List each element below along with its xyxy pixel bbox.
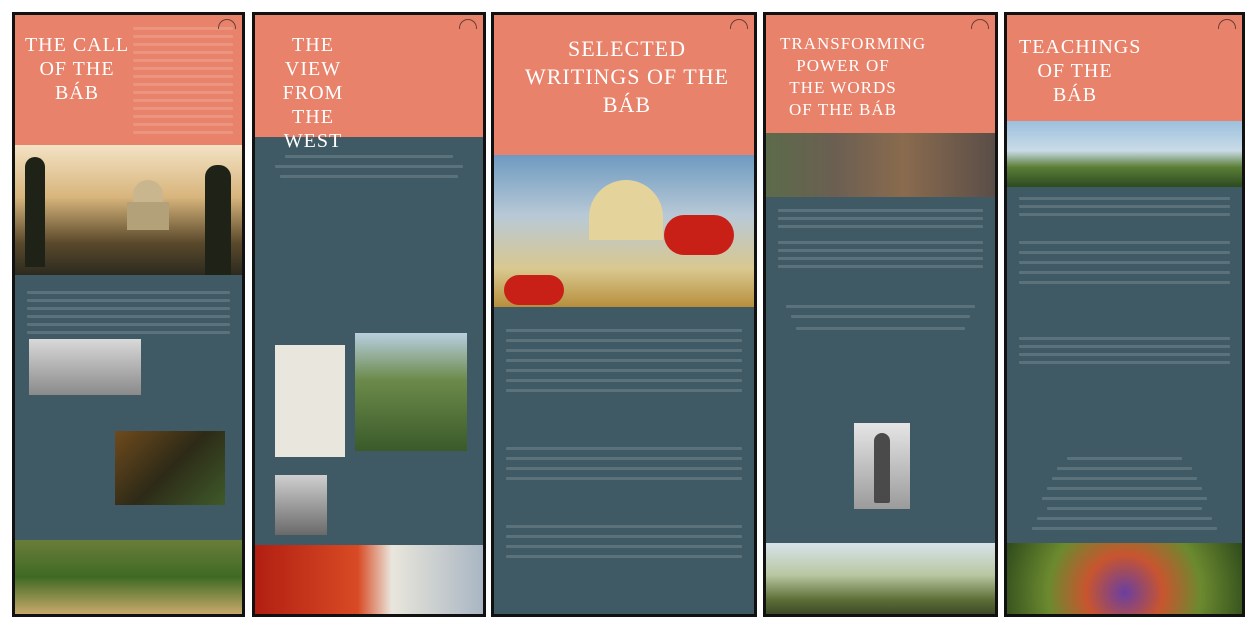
panel-header [15,15,242,145]
intro-text [133,27,233,139]
terraces-photo [355,333,467,451]
quote-block [766,297,995,347]
emblem-icon [1218,19,1236,29]
flowers-dome-photo [255,545,483,614]
portrait-photo [275,475,327,535]
panel-view-from-the-west [252,12,486,617]
room-photo [115,431,225,505]
panel-header [494,15,754,155]
quote-block [255,145,483,205]
shrine-sunset-photo [15,145,242,275]
shrine-gardens-photo [1007,121,1242,187]
panel-selected-writings [491,12,757,617]
statue-photo [854,423,910,509]
history-text [1007,333,1242,373]
panel-header [1007,15,1242,121]
history-text [15,283,242,343]
group-photo-collage [766,133,995,197]
shrine-palm-photo [766,543,995,614]
panel-title: SELECTED WRITINGS OF THE BÁB [524,36,730,117]
quote-block [1007,237,1242,307]
panel-title: TRANSFORMING POWER OF THE WORDS OF THE BÁB [780,34,927,119]
panel-title: TEACHINGS OF THE BÁB [1019,36,1142,106]
panel-header [766,15,995,133]
intro-text [1007,193,1242,223]
panel-title: THE CALL OF THE BÁB [24,34,130,104]
house-photo [29,339,141,395]
youth-text [766,203,995,293]
emblem-icon [218,19,236,29]
garden-photo [15,540,242,614]
principles-list [1007,455,1242,535]
newspaper-clipping-photo [275,345,345,457]
panel-call-of-the-bab [12,12,245,617]
emblem-icon [730,19,748,29]
panel-header [255,15,483,152]
panel-teachings [1004,12,1245,617]
emblem-icon [459,19,477,29]
panel-transforming-power [763,12,998,617]
emblem-icon [971,19,989,29]
panel-title: THE VIEW FROM THE WEST [282,34,344,152]
prayer-text [494,319,754,609]
flowers-dome-photo [494,155,754,307]
flower-garden-photo [1007,543,1242,614]
